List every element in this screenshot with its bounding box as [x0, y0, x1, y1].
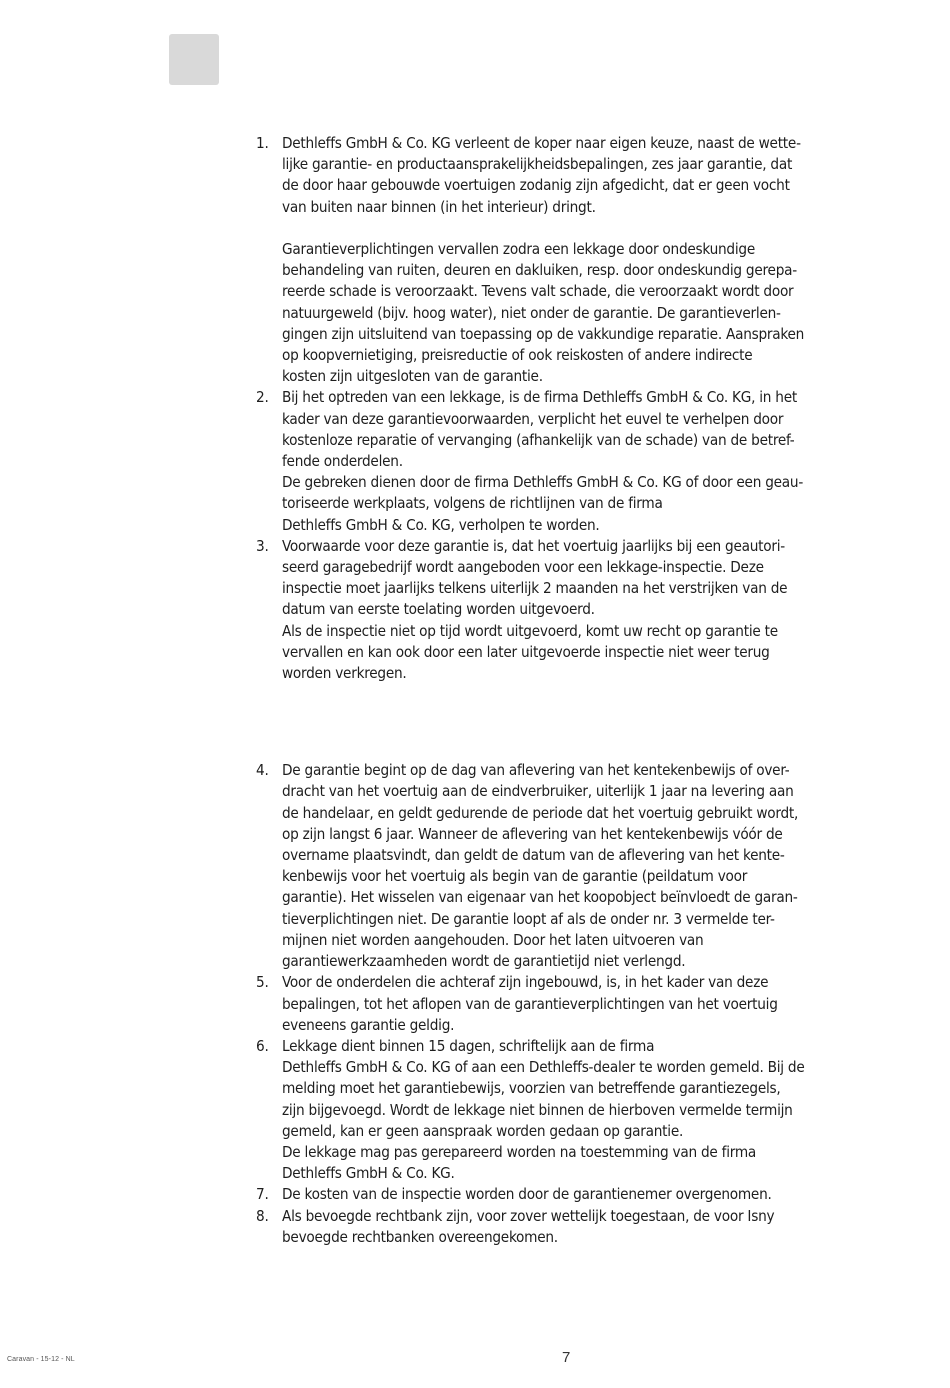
text-line: Voorwaarde voor deze garantie is, dat het voertuig jaarlijks bij een geautori- [282, 536, 785, 555]
text-line: lijke garantie- en productaansprakelijkheidsbepalingen, zes jaar garantie, dat [282, 155, 793, 174]
item-number: 1. [256, 134, 269, 152]
item-paragraph [282, 972, 866, 1036]
text-line: kader van deze garantievoorwaarden, verplicht het euvel te verhelpen door [282, 409, 784, 428]
text-line: gingen zijn uitsluitend van toepassing op de vakkundige reparatie. Aanspraken [282, 324, 805, 343]
item-paragraph [282, 1206, 866, 1248]
text-line: De lekkage mag pas gerepareerd worden na toestemming van de firma [282, 1142, 757, 1161]
item-number: 4. [256, 761, 269, 780]
list-item-3 [256, 536, 866, 684]
text-line: overname plaatsvindt, dan geldt de datum van de aflevering van het kente- [282, 846, 785, 865]
list-item-7 [256, 1184, 866, 1205]
text-line: gemeld, kan er geen aanspraak worden gedaan op garantie. [282, 1121, 684, 1140]
item-paragraph [282, 1036, 866, 1184]
text-line: op zijn langst 6 jaar. Wanneer de aflevering van het kentekenbewijs vóór de [282, 824, 783, 843]
item-number: 6. [256, 1036, 269, 1055]
text-line: tieverplichtingen niet. De garantie loopt af als de onder nr. 3 vermelde ter- [282, 909, 775, 928]
text-line: reerde schade is veroorzaakt. Tevens valt schade, die veroorzaakt wordt door [282, 282, 794, 301]
chapter-tab-marker [169, 34, 219, 85]
text-line: vervallen en kan ook door een later uitgevoerde inspectie niet weer terug [282, 642, 770, 661]
text-line: van buiten naar binnen (in het interieur) dringt. [282, 197, 596, 216]
text-line: fende onderdelen. [282, 452, 403, 471]
text-line: datum van eerste toelating worden uitgevoerd. [282, 600, 595, 619]
text-line: kostenloze reparatie of vervanging (afhankelijk van de schade) van de betref- [282, 430, 795, 449]
text-line: Dethleffs GmbH & Co. KG of aan een Dethleffs-dealer te worden gemeld. Bij de [282, 1058, 805, 1077]
text-line: De kosten van de inspectie worden door de garantienemer overgenomen. [282, 1185, 772, 1204]
text-line: seerd garagebedrijf wordt aangeboden voor een lekkage-inspectie. Deze [282, 558, 764, 577]
list-item-6 [256, 1036, 866, 1184]
text-line: Garantieverplichtingen vervallen zodra een lekkage door ondeskundige [282, 240, 755, 258]
text-line: Voor de onderdelen die achteraf zijn ingebouwd, is, in het kader van deze [282, 973, 769, 992]
text-line: melding moet het garantiebewijs, voorzien van betreffende garantiezegels, [282, 1079, 781, 1098]
text-line: de door haar gebouwde voertuigen zodanig zijn afgedicht, dat er geen vocht [282, 176, 790, 195]
item-number: 5. [256, 973, 269, 992]
text-line: bevoegde rechtbanken overeengekomen. [282, 1227, 558, 1246]
text-line: natuurgeweld (bijv. hoog water), niet onder de garantie. De garantieverlen- [282, 303, 781, 322]
item-number: 8. [256, 1206, 269, 1225]
list-item-2 [256, 387, 866, 535]
text-line: eveneens garantie geldig. [282, 1015, 455, 1034]
text-line: Dethleffs GmbH & Co. KG, verholpen te worden. [282, 515, 600, 534]
text-line: op koopvernietiging, preisreductie of ook reiskosten of andere indirecte [282, 346, 753, 365]
text-line: toriseerde werkplaats, volgens de richtlijnen van de firma [282, 494, 663, 513]
page-number: 7 [562, 1349, 571, 1366]
item-paragraph [282, 536, 866, 684]
document-code: Caravan - 15-12 - NL [7, 1356, 75, 1363]
text-line: Als bevoegde rechtbank zijn, voor zover wettelijk toegestaan, de voor Isny [282, 1206, 775, 1225]
item-paragraph [282, 1184, 866, 1205]
text-line: De gebreken dienen door de firma Dethleffs GmbH & Co. KG of door een geau- [282, 473, 804, 492]
text-line: Lekkage dient binnen 15 dagen, schriftelijk aan de firma [282, 1036, 655, 1055]
text-line: Dethleffs GmbH & Co. KG. [282, 1164, 455, 1183]
list-item-8 [256, 1206, 866, 1248]
item-number: 7. [256, 1185, 269, 1204]
list-item-1 [256, 133, 866, 387]
text-line: bepalingen, tot het aflopen van de garantieverplichtingen van het voertuig [282, 994, 778, 1013]
item-paragraph [282, 133, 866, 218]
text-line: mijnen niet worden aangehouden. Door het laten uitvoeren van [282, 930, 704, 949]
item-number: 3. [256, 536, 269, 555]
text-line: garantie). Het wisselen van eigenaar van het koopobject beïnvloedt de garan- [282, 888, 798, 907]
text-line: dracht van het voertuig aan de eindverbruiker, uiterlijk 1 jaar na levering aan [282, 782, 794, 801]
text-line: garantiewerkzaamheden wordt de garantietijd niet verlengd. [282, 952, 686, 971]
text-line: zijn bijgevoegd. Wordt de lekkage niet binnen de hierboven vermelde termijn [282, 1100, 793, 1119]
warranty-conditions-list [256, 133, 866, 1248]
list-item-4 [256, 760, 866, 972]
text-line: De garantie begint op de dag van aflevering van het kentekenbewijs of over- [282, 761, 790, 780]
text-line: kenbewijs voor het voertuig als begin van de garantie (peildatum voor [282, 867, 748, 886]
text-line: worden verkregen. [282, 664, 407, 683]
text-line: behandeling van ruiten, deuren en dakluiken, resp. door ondeskundig gerepa- [282, 261, 797, 280]
text-line: kosten zijn uitgesloten van de garantie. [282, 367, 543, 386]
text-line: Als de inspectie niet op tijd wordt uitgevoerd, komt uw recht op garantie te [282, 621, 778, 640]
text-line: inspectie moet jaarlijks telkens uiterlijk 2 maanden na het verstrijken van de [282, 579, 788, 598]
text-line: Bij het optreden van een lekkage, is de firma Dethleffs GmbH & Co. KG, in het [282, 388, 797, 407]
text-line: Dethleffs GmbH & Co. KG verleent de koper naar eigen keuze, naast de wette- [282, 134, 801, 152]
item-paragraph [282, 387, 866, 535]
item-paragraph [282, 239, 866, 387]
item-number: 2. [256, 388, 269, 407]
text-line: de handelaar, en geldt gedurende de periode dat het voertuig gebruikt wordt, [282, 803, 799, 822]
item-paragraph [282, 760, 866, 972]
list-item-5 [256, 972, 866, 1036]
